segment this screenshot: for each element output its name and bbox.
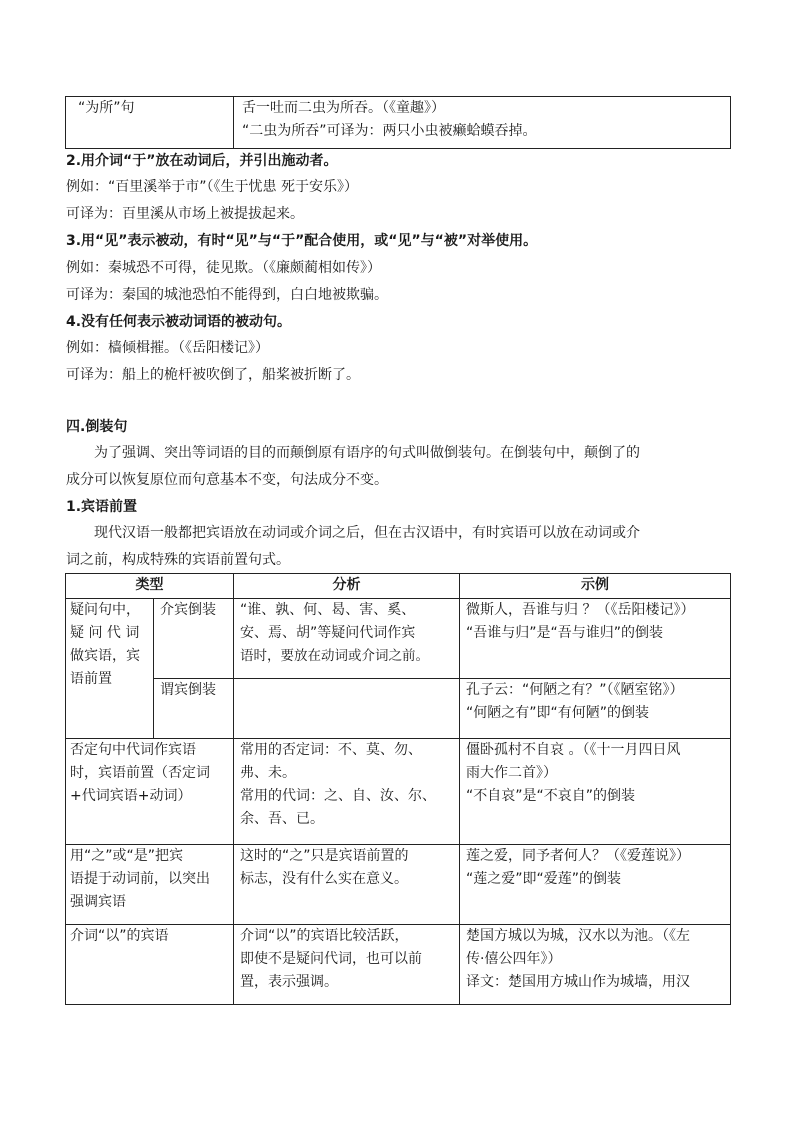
row4-example-line: “莲之爱”即“爱莲”的倒装 [466, 871, 622, 887]
sub1-heading: 1.宾语前置 [66, 499, 138, 515]
row1-subtype-label: 介宾倒装 [160, 602, 216, 618]
main-table [65, 573, 731, 1005]
row4-example [460, 845, 731, 925]
row4-type-line: 用“之”或“是”把宾 [70, 848, 184, 864]
section3-example: 例如：秦城恐不可得，徒见欺。（《廉颇蔺相如传》） [66, 260, 381, 276]
row1-analysis-line: “谁、孰、何、曷、害、奚、 [240, 602, 416, 618]
part4-intro-line2: 成分可以恢复原位而句意基本不变，句法成分不变。 [66, 472, 388, 488]
part4-heading: 四.倒装句 [66, 419, 128, 435]
row5-analysis-line: 置，表示强调。 [240, 974, 338, 990]
row1-example-line: “吾谁与归”是“吾与谁归”的倒装 [466, 625, 664, 641]
row1-type-line: 疑 问 代 词 [70, 625, 140, 641]
sub1-line1: 现代汉语一般都把宾语放在动词或介词之后，但在古汉语中，有时宾语可以放在动词或介 [94, 525, 640, 541]
row5-example-line: 译文：楚国用方城山作为城墙，用汉 [466, 974, 690, 990]
row5-analysis-line: 即使不是疑问代词，也可以前 [240, 951, 422, 967]
section3-translation: 可译为：秦国的城池恐怕不能得到，白白地被欺骗。 [66, 287, 388, 303]
top-table-label: “为所”句 [78, 100, 135, 116]
row3-example-line: 雨大作二首》） [466, 765, 557, 781]
row4-analysis [234, 845, 460, 925]
row3-type-line: 时，宾语前置（否定词 [70, 765, 210, 781]
row1-type-line: 语前置 [70, 671, 112, 687]
row3-example [460, 739, 731, 845]
row2-subtype [154, 679, 234, 739]
row2-example-line: 孔子云：“何陋之有？”（《陋室铭》） [466, 682, 684, 698]
row4-type-line: 强调宾语 [70, 894, 126, 910]
section2-heading: 2.用介词“于”放在动词后，并引出施动者。 [66, 153, 338, 169]
row3-example-line: “不自哀”是“不哀自”的倒装 [466, 788, 636, 804]
row2-subtype-label: 谓宾倒装 [160, 682, 216, 698]
top-table-example-cell [234, 97, 731, 149]
section4-example: 例如：樯倾楫摧。（《岳阳楼记》） [66, 340, 269, 356]
row3-analysis [234, 739, 460, 845]
row4-type-line: 语提于动词前，以突出 [70, 871, 210, 887]
top-table-label-cell [66, 97, 234, 149]
row4-analysis-line: 这时的“之”只是宾语前置的 [240, 848, 409, 864]
section2-translation: 可译为：百里溪从市场上被提拔起来。 [66, 206, 304, 222]
row1-analysis [234, 599, 460, 679]
row3-analysis-line: 弗、未。 [240, 765, 296, 781]
section4-translation: 可译为：船上的桅杆被吹倒了，船桨被折断了。 [66, 367, 360, 383]
section3-heading: 3.用“见”表示被动，有时“见”与“于”配合使用，或“见”与“被”对举使用。 [66, 233, 538, 249]
row5-example [460, 925, 731, 1005]
row1-type-line: 疑问句中， [70, 602, 140, 618]
row2-example [460, 679, 731, 739]
row1-analysis-line: 语时，要放在动词或介词之前。 [240, 648, 429, 664]
sub1-line2: 词之前，构成特殊的宾语前置句式。 [66, 552, 290, 568]
row3-example-line: 僵卧孤村不自哀 。（《十一月四日风 [466, 742, 681, 758]
row3-analysis-line: 常用的代词：之、自、汝、尔、 [240, 788, 436, 804]
row3-type-line: 否定句中代词作宾语 [70, 742, 196, 758]
row1-example-line: 微斯人，吾谁与归 ？（《岳阳楼记》） [466, 602, 695, 618]
top-table [65, 96, 731, 149]
row5-example-line: 楚国方城以为城，汉水以为池。（《左 [466, 928, 690, 944]
row3-analysis-line: 余、吾、已。 [240, 811, 324, 827]
top-table-translation: “二虫为所吞”可译为：两只小虫被癞蛤蟆吞掉。 [242, 123, 537, 139]
top-table-example: 舌一吐而二虫为所吞。（《童趣》） [242, 100, 445, 116]
row2-example-line: “何陋之有”即“有何陋”的倒装 [466, 705, 650, 721]
row1-subtype [154, 599, 234, 679]
row4-example-line: 莲之爱，同予者何人？（《爱莲说》） [466, 848, 690, 864]
header-type: 类型 [66, 574, 234, 599]
part4-intro-line1: 为了强调、突出等词语的目的而颠倒原有语序的句式叫做倒装句。在倒装句中，颠倒了的 [94, 445, 640, 461]
row4-analysis-line: 标志，没有什么实在意义。 [240, 871, 408, 887]
header-example: 示例 [460, 574, 731, 599]
row1-analysis-line: 安、焉、胡”等疑问代词作宾 [240, 625, 416, 641]
row5-analysis-line: 介词“以”的宾语比较活跃， [240, 928, 409, 944]
row5-type [66, 925, 234, 1005]
section4-heading: 4.没有任何表示被动词语的被动句。 [66, 314, 292, 330]
row2-analysis [234, 679, 460, 739]
row1-type-main [66, 599, 154, 739]
section2-example: 例如：“百里溪举于市”（《生于忧患 死于安乐》） [66, 179, 358, 195]
header-analysis: 分析 [234, 574, 460, 599]
row1-example [460, 599, 731, 679]
row3-analysis-line: 常用的否定词：不、莫、勿、 [240, 742, 422, 758]
row5-type-line: 介词“以”的宾语 [70, 928, 169, 944]
row1-type-line: 做宾语，宾 [70, 648, 140, 664]
row4-type [66, 845, 234, 925]
row3-type [66, 739, 234, 845]
row5-analysis [234, 925, 460, 1005]
row3-type-line: +代词宾语+动词） [70, 788, 192, 804]
row5-example-line: 传·僖公四年》） [466, 951, 562, 967]
